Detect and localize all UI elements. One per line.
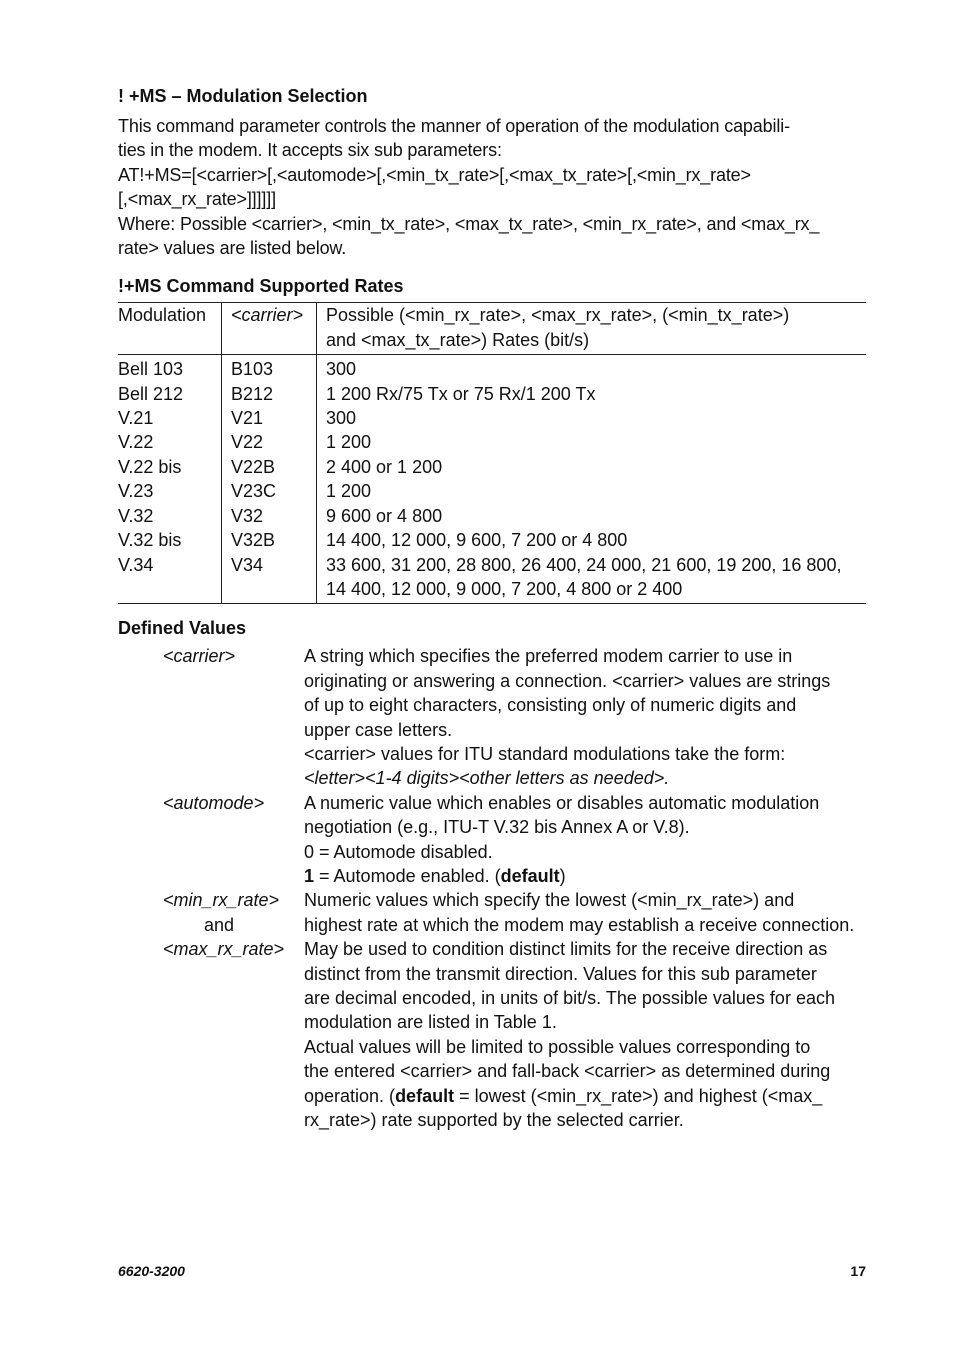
- definition-description: [304, 791, 866, 889]
- modulation-cell: V.21: [118, 408, 154, 429]
- modulation-cell: V.22 bis: [118, 456, 182, 477]
- defined-values-title: Defined Values: [118, 618, 247, 639]
- defined-values-list: [118, 644, 866, 1132]
- table-header-row: [118, 303, 866, 355]
- definition-description: [304, 888, 866, 1132]
- carrier-cell: V21: [231, 408, 264, 429]
- rates-cell: 1 200: [326, 481, 372, 502]
- carrier-cell: V32B: [231, 530, 276, 551]
- carrier-cell: V22B: [231, 456, 276, 477]
- rates-table-title: !+MS Command Supported Rates: [118, 276, 404, 297]
- rates-cell: 1 200: [326, 432, 372, 453]
- desc-line: Numeric values which specify the lowest (<min_rx_rate>) and: [304, 890, 795, 911]
- desc-line-default: [304, 1084, 866, 1108]
- desc-line: negotiation (e.g., ITU-T V.32 bis Annex A or V.8).: [304, 817, 690, 838]
- intro-line: ties in the modem. It accepts six sub parameters:: [118, 140, 502, 161]
- rates-column: [317, 355, 867, 604]
- carrier-cell: V23C: [231, 481, 277, 502]
- desc-line: upper case letters.: [304, 719, 453, 740]
- modulation-cell: Bell 103: [118, 359, 184, 380]
- term-carrier: <carrier>: [163, 646, 236, 667]
- rates-cell: 300: [326, 359, 357, 380]
- rates-cell: 9 600 or 4 800: [326, 505, 443, 526]
- section-title: ! +MS – Modulation Selection: [118, 86, 368, 106]
- definition-term: [118, 791, 304, 889]
- table-body-row: [118, 355, 866, 604]
- desc-line: A string which specifies the preferred modem carrier to use in: [304, 646, 793, 667]
- desc-line: distinct from the transmit direction. Values for this sub parameter: [304, 963, 817, 984]
- term-min-rx-rate: <min_rx_rate>: [163, 890, 280, 911]
- definition-term: [118, 888, 304, 1132]
- desc-line: May be used to condition distinct limits for the receive direction as: [304, 939, 828, 960]
- desc-line: <letter><1-4 digits><other letters as needed>.: [304, 768, 670, 789]
- carrier-cell: V34: [231, 554, 264, 575]
- carrier-cell: B212: [231, 383, 274, 404]
- desc-line: originating or answering a connection. <carrier> values are strings: [304, 670, 831, 691]
- definition-rx-rate: [118, 888, 866, 1132]
- modulation-column: [118, 355, 222, 604]
- term-automode: <automode>: [163, 792, 265, 813]
- enabled-text: = Automode enabled. (: [314, 865, 501, 886]
- page-number: 17: [850, 1263, 866, 1279]
- desc-line: of up to eight characters, consisting only of numeric digits and: [304, 695, 797, 716]
- modulation-cell: V.23: [118, 481, 154, 502]
- header-rates: [317, 303, 867, 355]
- rates-cell: 2 400 or 1 200: [326, 456, 443, 477]
- definition-automode: [118, 791, 866, 889]
- desc-line: 0 = Automode disabled.: [304, 841, 493, 862]
- intro-line: This command parameter controls the manner of operation of the modulation capabili-: [118, 116, 790, 136]
- supported-rates-table: [118, 302, 866, 604]
- modulation-cell: V.22: [118, 432, 154, 453]
- carrier-cell: V32: [231, 505, 264, 526]
- header-carrier: <carrier>: [222, 303, 317, 355]
- desc-line: modulation are listed in Table 1.: [304, 1012, 557, 1033]
- last-pre: operation. (: [304, 1085, 396, 1106]
- desc-line: highest rate at which the modem may establish a receive connection.: [304, 914, 855, 935]
- command-syntax: [,<max_rx_rate>]]]]]]: [118, 189, 276, 210]
- desc-line: <carrier> values for ITU standard modulations take the form:: [304, 743, 786, 764]
- rates-cell: 1 200 Rx/75 Tx or 75 Rx/1 200 Tx: [326, 383, 596, 404]
- modulation-cell: V.34: [118, 554, 154, 575]
- carrier-cell: V22: [231, 432, 264, 453]
- carrier-column: [222, 355, 317, 604]
- document-page: [118, 84, 866, 1132]
- definition-description: [304, 644, 866, 790]
- last-post: = lowest (<min_rx_rate>) and highest (<max_: [454, 1085, 823, 1106]
- rates-cell: 14 400, 12 000, 9 000, 7 200, 4 800 or 2 400: [326, 578, 683, 599]
- document-number: 6620-3200: [118, 1263, 185, 1279]
- definition-carrier: [118, 644, 866, 790]
- term-max-rx-rate: <max_rx_rate>: [163, 939, 285, 960]
- header-rates-line: Possible (<min_rx_rate>, <max_rx_rate>, (<min_tx_rate>): [326, 305, 790, 326]
- carrier-cell: B103: [231, 359, 274, 380]
- rates-cell: 300: [326, 408, 357, 429]
- desc-line: A numeric value which enables or disables automatic modulation: [304, 792, 820, 813]
- modulation-cell: Bell 212: [118, 383, 184, 404]
- where-line: rate> values are listed below.: [118, 238, 347, 259]
- header-rates-line: and <max_tx_rate>) Rates (bit/s): [326, 329, 590, 350]
- rates-cell: 14 400, 12 000, 9 600, 7 200 or 4 800: [326, 530, 628, 551]
- default-word: default: [395, 1085, 455, 1106]
- term-and: and: [204, 914, 235, 935]
- desc-line: Actual values will be limited to possible values corresponding to: [304, 1036, 811, 1057]
- header-modulation: Modulation: [118, 303, 222, 355]
- rates-cell: 33 600, 31 200, 28 800, 26 400, 24 000, 21 600, 19 200, 16 800,: [326, 554, 842, 575]
- desc-line: are decimal encoded, in units of bit/s. The possible values for each: [304, 988, 835, 1008]
- default-word: default: [500, 865, 560, 886]
- intro-paragraph: [118, 114, 866, 260]
- desc-line: the entered <carrier> and fall-back <carrier> as determined during: [304, 1061, 831, 1082]
- modulation-cell: V.32: [118, 505, 154, 526]
- enabled-close: ): [559, 865, 566, 886]
- modulation-cell: V.32 bis: [118, 530, 182, 551]
- desc-line: rx_rate>) rate supported by the selected carrier.: [304, 1110, 684, 1131]
- page-footer: [118, 1259, 866, 1283]
- command-syntax: AT!+MS=[<carrier>[,<automode>[,<min_tx_rate>[,<max_tx_rate>[,<min_rx_rate>: [118, 164, 751, 185]
- definition-term: [118, 644, 304, 790]
- desc-line-default: [304, 864, 866, 888]
- enabled-value: 1: [304, 865, 315, 886]
- where-line: Where: Possible <carrier>, <min_tx_rate>, <max_tx_rate>, <min_rx_rate>, and <max_rx_: [118, 213, 820, 234]
